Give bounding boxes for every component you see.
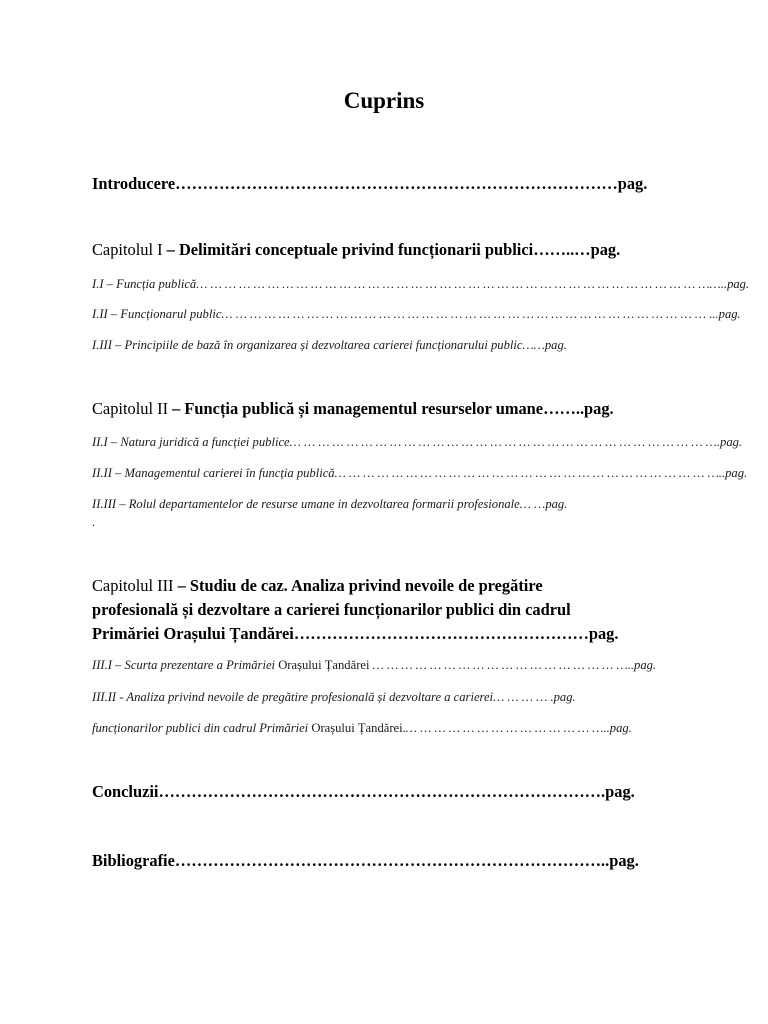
toc-page-marker: pag. [588, 624, 619, 643]
chapter-title: profesională și dezvoltare a carierei funcționarilor publici din cadrul [92, 600, 571, 619]
toc-page-marker: pag. [725, 466, 748, 480]
toc-leader: ………………………………………………………………………. [158, 782, 606, 801]
chapter-prefix: Capitolul II [92, 399, 169, 418]
subentry-upright-text: Orașului Țandărei [278, 658, 370, 672]
toc-page-marker: pag. [609, 721, 632, 735]
toc-entry-bibliografie [92, 851, 639, 871]
subentry-text: III.II - Analiza privind nevoile de pregătire profesională și dezvoltare a carierei [92, 690, 494, 704]
toc-subentry-2-1 [92, 434, 742, 450]
toc-page-marker: pag. [605, 782, 635, 801]
toc-entry-label: Concluzii [92, 782, 159, 801]
toc-entry-chapter-3-line-1 [92, 576, 543, 596]
toc-subentry-2-3 [92, 496, 567, 512]
chapter-title: – Funcția publică și managementul resurselor umane [168, 399, 544, 418]
toc-subentry-1-1 [92, 276, 749, 292]
toc-subentry-1-3 [92, 337, 567, 353]
toc-leader: …………………………………………………………………….. [174, 851, 610, 870]
toc-entry-introducere [92, 174, 647, 194]
toc-subentry-3-2 [92, 689, 576, 705]
subentry-text: I.II – Funcționarul public [92, 307, 222, 321]
toc-entry-chapter-3-line-3 [92, 624, 618, 644]
toc-page-marker: pag. [720, 435, 743, 449]
toc-page-marker: pag. [545, 497, 568, 511]
toc-page-marker: pag. [590, 240, 621, 259]
toc-leader: … … … … … … … … … … … … … ….. [405, 721, 610, 735]
toc-page-marker: pag. [584, 399, 614, 418]
chapter-prefix: Capitolul I [92, 240, 163, 259]
toc-leader: … … [519, 497, 546, 511]
toc-page-marker: pag. [634, 658, 657, 672]
subentry-text: I.I – Funcția publică [92, 277, 197, 291]
toc-entry-label: Bibliografie [92, 851, 175, 870]
toc-subentry-3-2-continued [92, 720, 632, 736]
toc-leader: ……………………………………………… [293, 624, 589, 643]
toc-subentry-2-2 [92, 465, 747, 481]
toc-subentry-3-1 [92, 657, 656, 673]
toc-page-marker: pag. [609, 851, 639, 870]
toc-leader: ……………………………………………………………………… [175, 174, 618, 193]
toc-leader: …… [522, 338, 545, 352]
subentry-text: II.I – Natura juridică a funcției publice [92, 435, 290, 449]
chapter-title: – Studiu de caz. Analiza privind nevoile de pregătire [173, 576, 543, 595]
toc-leader: … … … … … … … … … … … … … … … … … ….. [369, 658, 635, 672]
subentry-text: I.III – Principiile de bază în organizarea și dezvoltarea carierei funcționarului public [92, 338, 523, 352]
chapter-title: – Delimitări conceptuale privind funcționarii publici [162, 240, 534, 259]
toc-leader: ……..… [533, 240, 591, 259]
toc-entry-label: Introducere [92, 174, 176, 193]
page-title: Cuprins [343, 88, 425, 113]
toc-leader: … … … … … … … … … … … … … … … … … … … … … … … … … … … … … … … … … … ... [221, 307, 719, 321]
toc-leader: …….. [543, 399, 585, 418]
toc-page-marker: pag. [553, 690, 576, 704]
subentry-text: II.III – Rolul departamentelor de resurse umane in dezvoltarea formarii profesionale [92, 497, 520, 511]
subentry-text: III.I – Scurta prezentare a Primăriei [92, 658, 279, 672]
toc-leader: … … … … … … … … … … … … … … … … … … … … … … … … … … … … … … … … … … … …….. [196, 277, 728, 291]
toc-page-marker: pag. [718, 307, 741, 321]
toc-entry-chapter-2 [92, 399, 614, 419]
chapter-prefix: Capitolul III [92, 576, 174, 595]
toc-page-marker: pag. [617, 174, 648, 193]
subentry-text: II.II – Managementul carierei în funcția publică [92, 466, 335, 480]
toc-leader: … … … … … … … … … … … … … … … … … … … … … … … … … … … … … …. [289, 435, 721, 449]
toc-entry-chapter-3-line-2 [92, 600, 571, 620]
toc-subentry-1-2 [92, 306, 741, 322]
toc-leader: … … … … … … … … … … … … … … … … … … … … … … … … … … ….. [334, 466, 726, 480]
toc-entry-chapter-1 [92, 240, 620, 260]
toc-page-marker: pag. [727, 277, 750, 291]
subentry-upright-text: Orașului Țandărei. [311, 721, 406, 735]
subentry-text: funcționarilor publici din cadrul Primăriei [92, 721, 312, 735]
stray-period: . [92, 515, 95, 529]
toc-leader: … … … … . [493, 690, 554, 704]
toc-page-marker: pag. [544, 338, 567, 352]
chapter-title: Primăriei Orașului Țandărei [92, 624, 294, 643]
toc-entry-concluzii [92, 782, 635, 802]
